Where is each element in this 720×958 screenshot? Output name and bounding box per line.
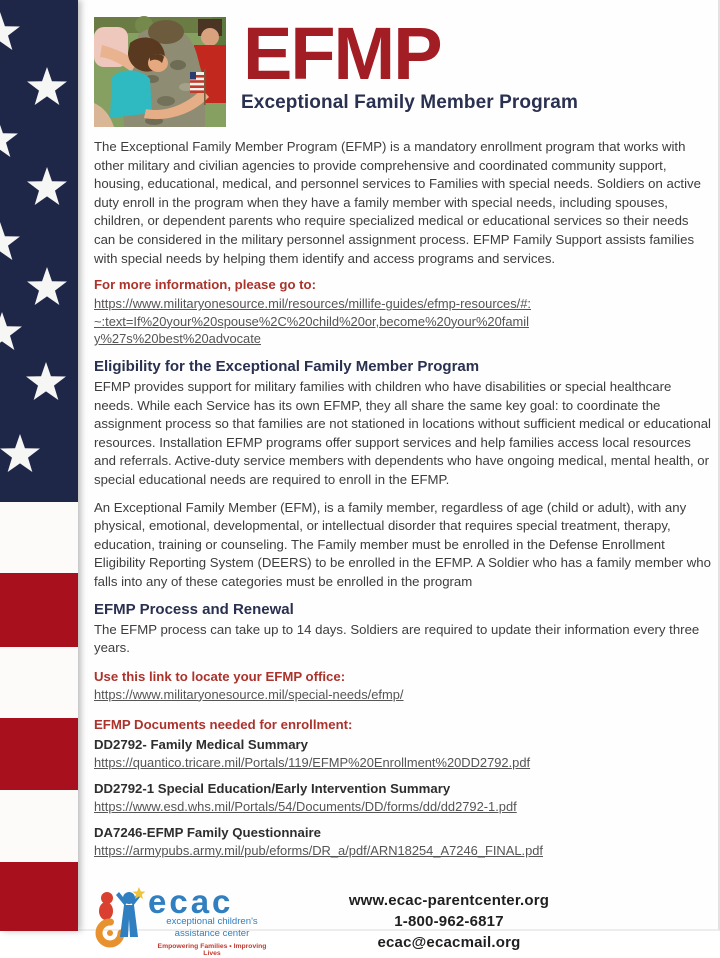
ecac-wordmark: ecac <box>148 882 234 920</box>
ecac-subtitle-line1: exceptional children's <box>166 916 258 928</box>
locate-office-link[interactable]: https://www.militaryonesource.mil/special-needs/efmp/ <box>94 686 404 702</box>
ecac-logo <box>94 882 276 958</box>
contact-website: www.ecac-parentcenter.org <box>348 891 550 909</box>
more-info-link[interactable]: https://www.militaryonesource.mil/resources/millife-guides/efmp-resources/#:~:text=If%20your%20spouse%2C%20child%20or,become%20your%20family%27s%20best%20advocate <box>94 296 531 346</box>
ecac-logo-icon <box>94 885 146 953</box>
soldier-hugging-child-photo <box>94 17 226 127</box>
eligibility-heading: Eligibility for the Exceptional Family Member Program <box>94 357 480 375</box>
page-title: EFMP <box>243 12 441 95</box>
documents-label: EFMP Documents needed for enrollment: <box>94 716 353 732</box>
footer <box>94 882 712 958</box>
document-title-da7246: DA7246-EFMP Family Questionnaire <box>94 824 321 840</box>
intro-paragraph: The Exceptional Family Member Program (EFMP) is a mandatory enrollment program that works with other military and civilian agencies to provide comprehensive and coordinated community support, housing, educational, medical, and personnel services to Families with special needs. Soldiers on active duty enroll in the program when they have a family member with special needs, including spouses, children, or dependent parents who require specialized medical or educational services so their needs can be considered in the military personnel assignment process. EFMP Family Support assists families with special needs by helping them identify and access programs and services. <box>94 139 701 266</box>
process-paragraph: The EFMP process can take up to 14 days. Soldiers are required to update their information every three years. <box>94 621 700 656</box>
document-title-dd2792: DD2792- Family Medical Summary <box>94 736 309 752</box>
ecac-tagline: Empowering Families • Improving Lives <box>157 943 267 958</box>
document-link-dd2792[interactable]: https://quantico.tricare.mil/Portals/119/EFMP%20Enrollment%20DD2792.pdf <box>94 754 531 770</box>
contact-block <box>334 890 564 953</box>
ecac-subtitle-line2: assistance center <box>174 927 250 939</box>
eligibility-paragraph-2: An Exceptional Family Member (EFM), is a family member, regardless of age (child or adult), with any physical, emotional, developmental, or intellectual disorder that requires special treatment, therapy, education, training or counseling. The Family member must be enrolled in the Defense Enrollment Eligibility Reporting System (DEERS) to be enrolled in the EFMP. A Soldier who has a family member who falls into any of these categories must be enrolled in the program <box>94 499 711 589</box>
us-flag-graphic <box>0 0 78 931</box>
small-us-flag-icon <box>190 72 204 93</box>
contact-phone: 1-800-962-6817 <box>394 912 504 930</box>
ecac-logo-text <box>148 882 276 958</box>
document-title-dd2792-1: DD2792-1 Special Education/Early Intervention Summary <box>94 780 451 796</box>
document-entry <box>94 781 712 816</box>
document-body <box>94 0 712 957</box>
page-subtitle: Exceptional Family Member Program <box>241 92 578 114</box>
contact-email: ecac@ecacmail.org <box>377 933 521 951</box>
document-entry <box>94 737 712 772</box>
title-block <box>241 12 578 127</box>
document-link-dd2792-1[interactable]: https://www.esd.whs.mil/Portals/54/Documents/DD/forms/dd/dd2792-1.pdf <box>94 798 517 814</box>
more-info-label: For more information, please go to: <box>94 277 317 293</box>
locate-office-label: Use this link to locate your EFMP office: <box>94 668 346 684</box>
document-entry <box>94 825 712 860</box>
document-link-da7246[interactable]: https://armypubs.army.mil/pub/eforms/DR_a/pdf/ARN18254_A7246_FINAL.pdf <box>94 842 544 858</box>
eligibility-paragraph-1: EFMP provides support for military families with children who have disabilities or special healthcare needs. While each Service has its own EFMP, they all share the same key goal: to coordinate the assignment process so that families are not stationed in locations without sufficient medical or educational resources. Installation EFMP programs offer support services and help families access local resources and referrals. Active-duty service members with dependents who have ongoing medical, mental health, or special educational needs are required to enroll in the EFMP. <box>94 378 711 487</box>
process-heading: EFMP Process and Renewal <box>94 600 294 618</box>
us-flag-stars-stripes <box>0 0 78 931</box>
header <box>94 12 712 127</box>
